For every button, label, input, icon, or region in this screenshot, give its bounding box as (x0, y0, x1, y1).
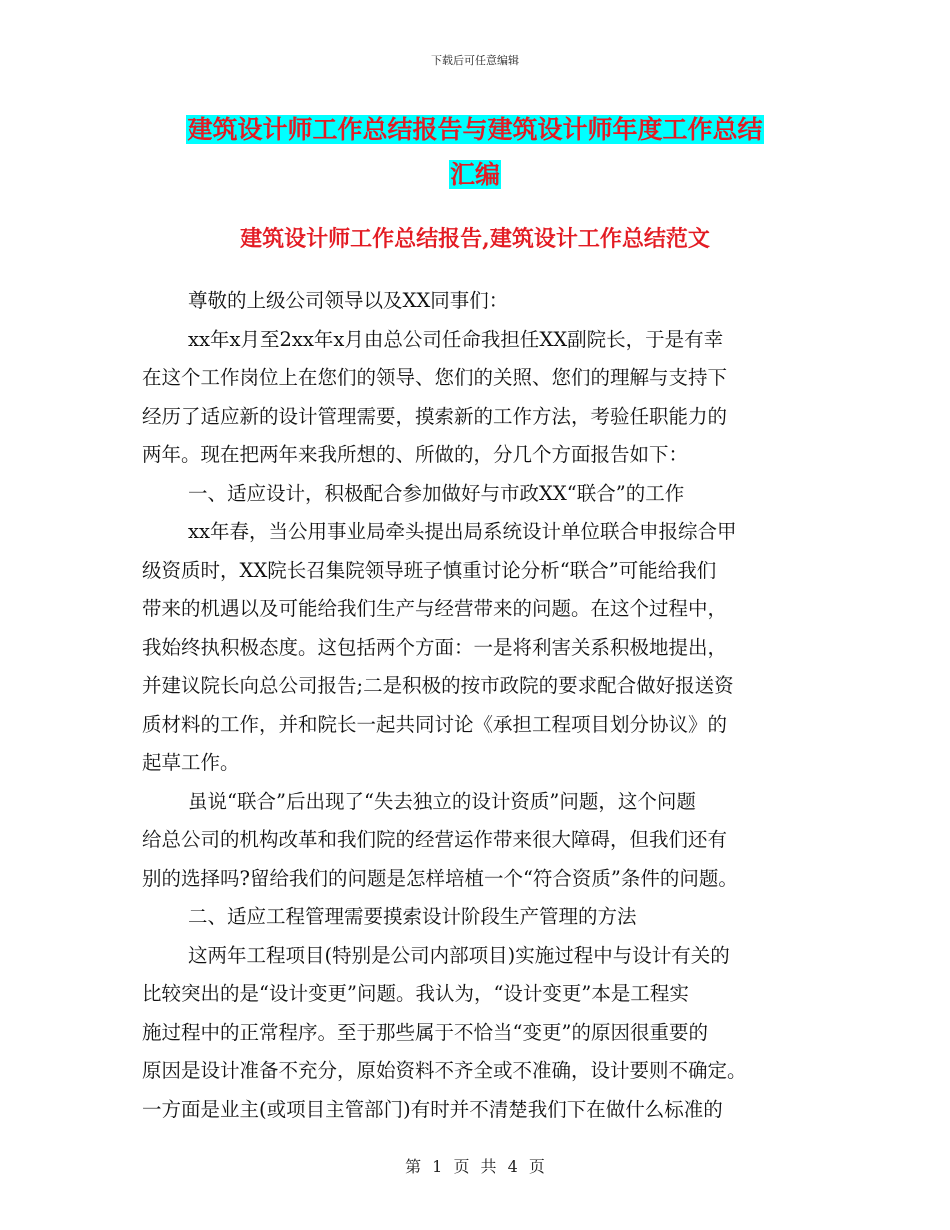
document-subtitle: 建筑设计师工作总结报告,建筑设计工作总结范文 (240, 226, 710, 252)
body-text-line: 一方面是业主(或项目主管部门)有时并不清楚我们下在做什么标准的 (142, 1097, 723, 1121)
body-text-line: 别的选择吗?留给我们的问题是怎样培植一个“符合资质”条件的问题。 (142, 866, 738, 890)
body-text-line: 带来的机遇以及可能给我们生产与经营带来的问题。在这个过程中， (142, 597, 728, 620)
body-text-line: 原因是设计准备不充分，原始资料不齐全或不准确，设计要则不确定。 (142, 1059, 747, 1082)
page-footer-number: 第 1 页 共 4 页 (405, 1157, 545, 1176)
document-title-line-2 (0, 158, 950, 192)
body-text-line: 经历了适应新的设计管理需要，摸索新的工作方法，考验任职能力的 (142, 404, 728, 428)
body-text-line: 比较突出的是“设计变更”问题。我认为，“设计变更”本是工程实 (142, 982, 689, 1005)
body-text-line: 尊敬的上级公司领导以及XX同事们： (188, 289, 509, 312)
body-text-line: 我始终执积极态度。这包括两个方面：一是将利害关系积极地提出， (142, 635, 728, 659)
body-text-line: 在这个工作岗位上在您们的领导、您们的关照、您们的理解与支持下 (142, 366, 728, 389)
body-text-line: 给总公司的机构改革和我们院的经营运作带来很大障碍，但我们还有 (142, 828, 728, 851)
body-text-line: 二、适应工程管理需要摸索设计阶段生产管理的方法 (188, 905, 637, 928)
body-text-line: 并建议院长向总公司报告;二是积极的按市政院的要求配合做好报送资 (142, 674, 734, 697)
body-text-line: 虽说“联合”后出现了“失去独立的设计资质”问题，这个问题 (188, 789, 696, 813)
body-text-line: xx年x月至2xx年x月由总公司任命我担任XX副院长，于是有幸 (188, 327, 724, 351)
body-text-line: 质材料的工作，并和院长一起共同讨论《承担工程项目划分协议》的 (142, 712, 728, 736)
body-text-line: 两年。现在把两年来我所想的、所做的，分几个方面报告如下： (142, 443, 689, 466)
document-body (142, 282, 842, 1129)
page-header-note: 下载后可任意编辑 (431, 54, 519, 67)
body-text-line: 起草工作。 (142, 751, 240, 774)
body-text-line: xx年春，当公用事业局牵头提出局系统设计单位联合申报综合甲 (188, 520, 737, 543)
body-text-line: 一、适应设计，积极配合参加做好与市政XX“联合”的工作 (188, 481, 685, 505)
document-title-line-1-text: 建筑设计师工作总结报告与建筑设计师年度工作总结 (187, 115, 763, 144)
body-text-line: 施过程中的正常程序。至于那些属于不恰当“变更”的原因很重要的 (142, 1020, 708, 1044)
body-text-line: 级资质时，XX院长召集院领导班子慎重讨论分析“联合”可能给我们 (142, 558, 717, 582)
document-title-line-1 (0, 113, 950, 147)
document-title-line-2-text: 汇编 (449, 160, 500, 189)
body-text-line: 这两年工程项目(特别是公司内部项目)实施过程中与设计有关的 (188, 943, 730, 967)
